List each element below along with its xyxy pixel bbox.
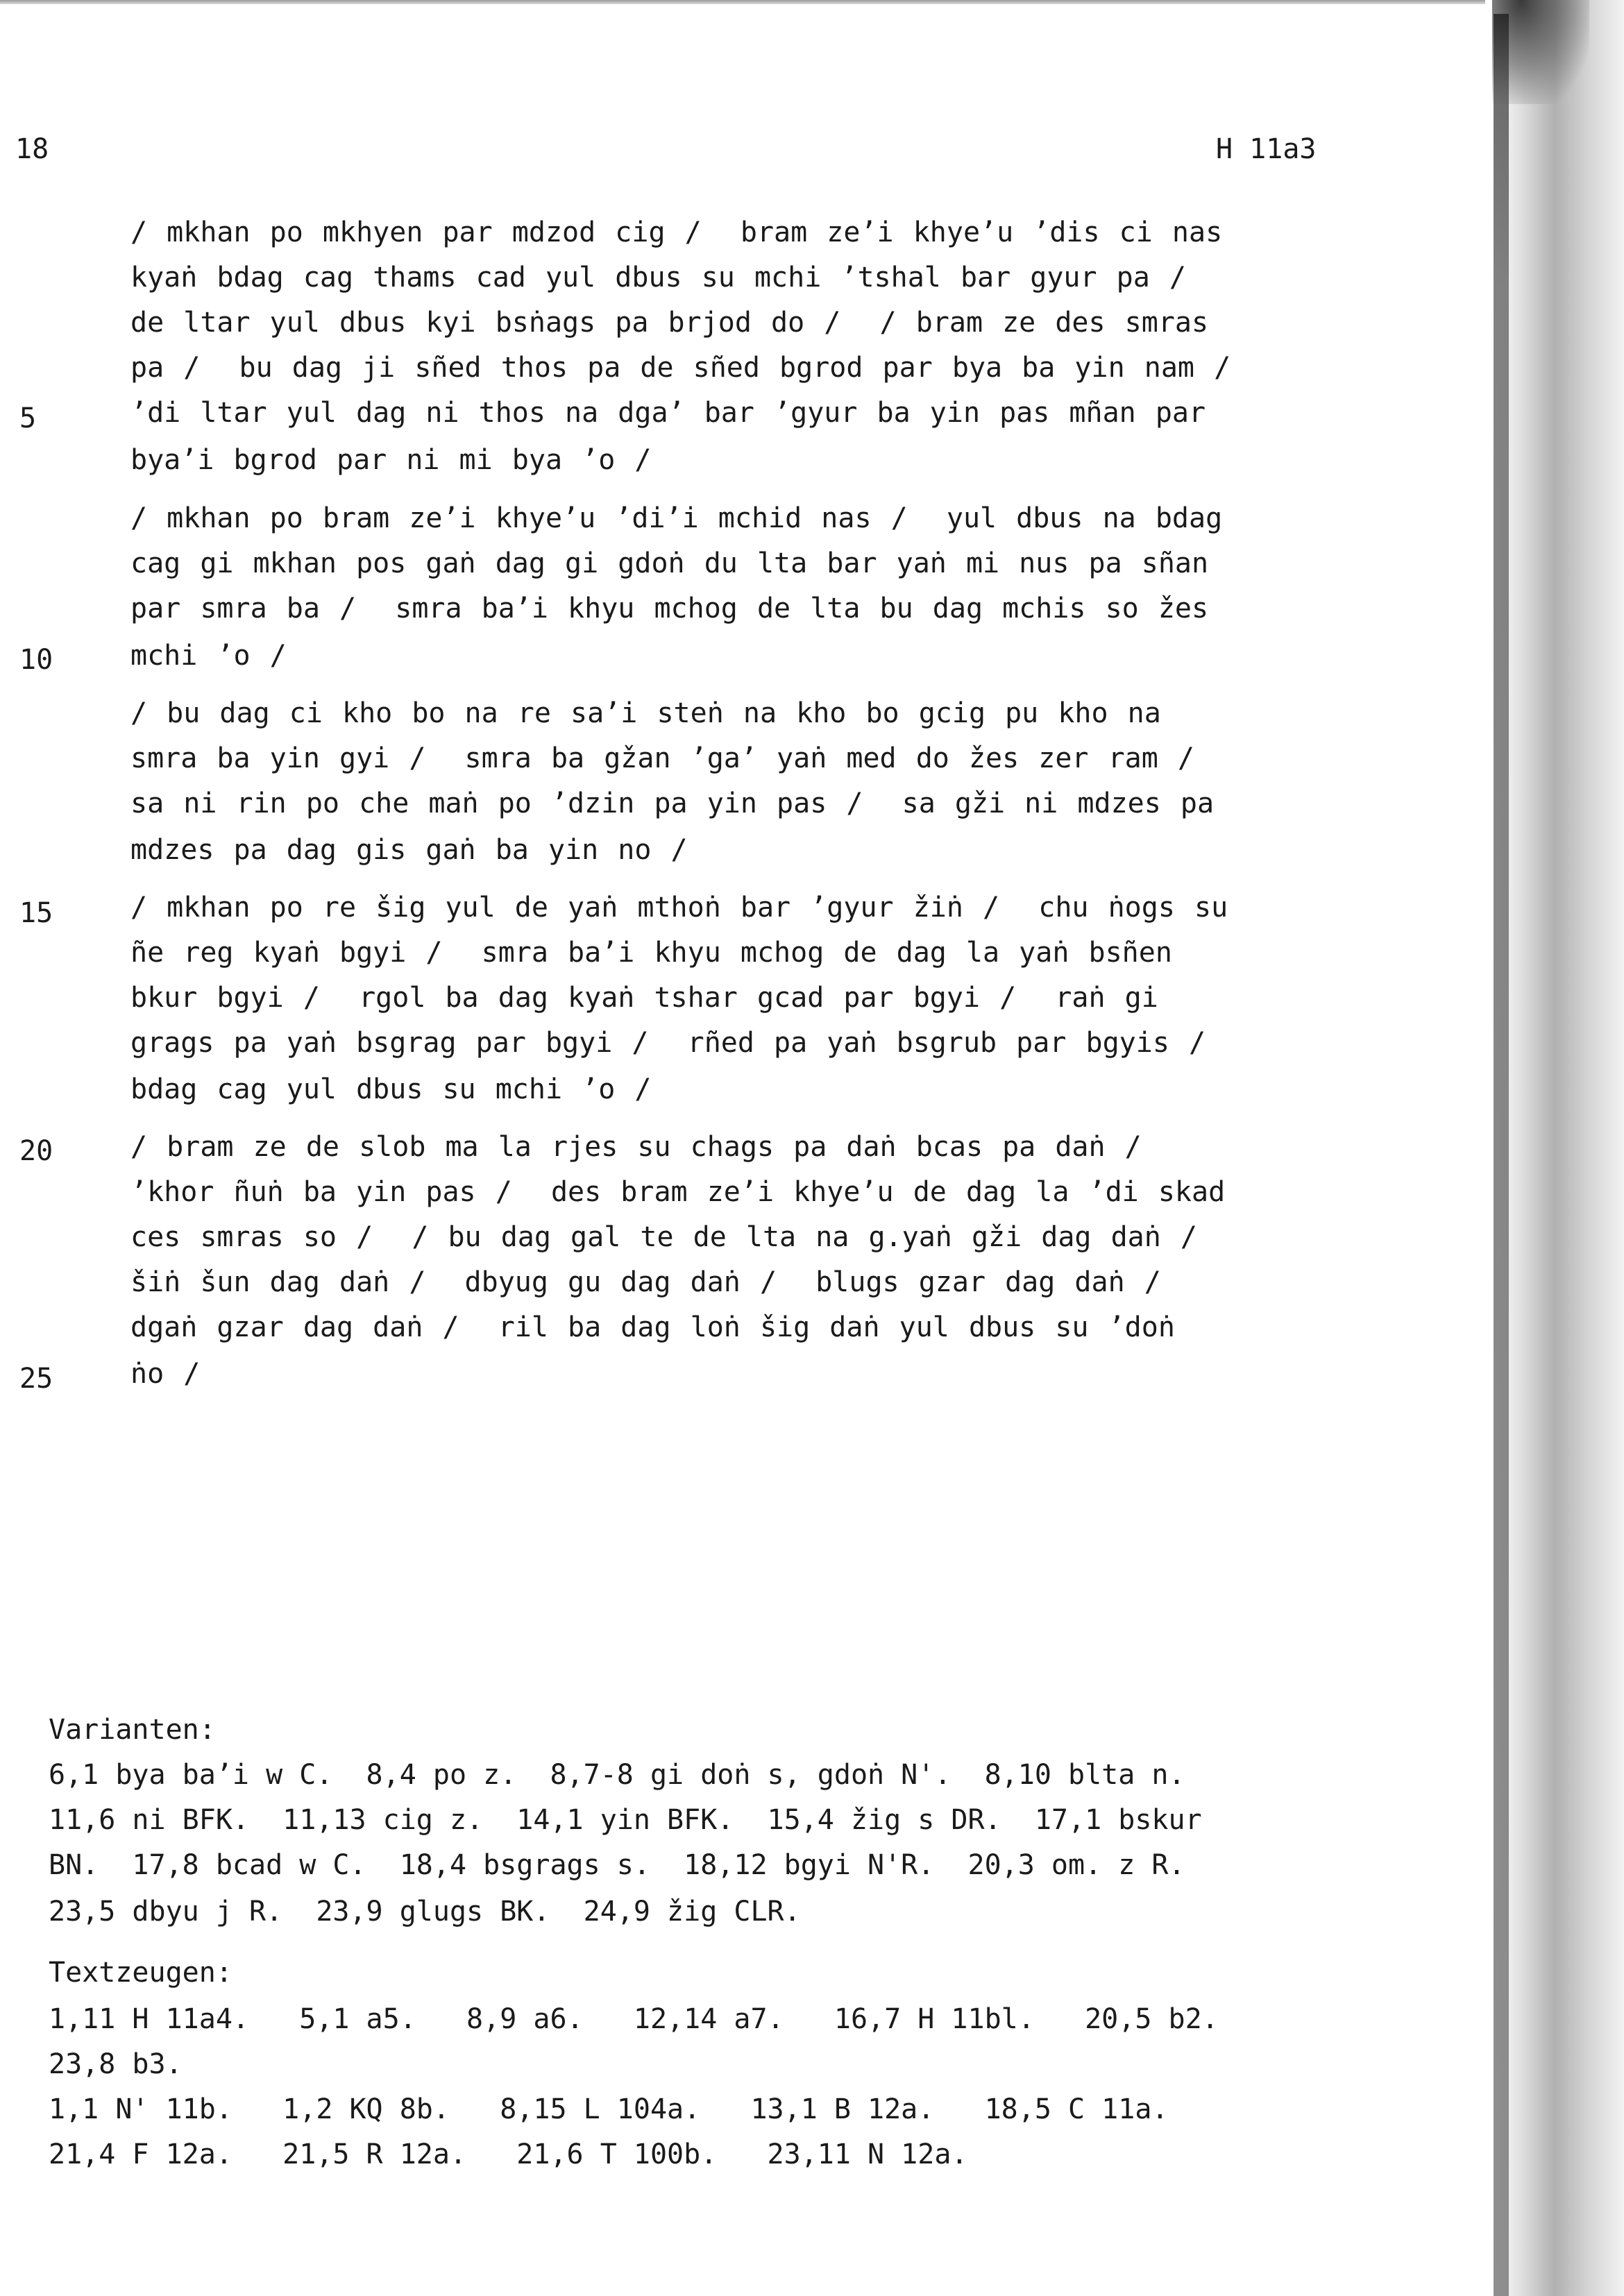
variant-line: 23,5 dbyu j R. 23,9 glugs BK. 24,9 žig CLR.	[49, 1896, 801, 1928]
text-line: ces smras so / / bu dag gal te de lta na g.yaṅ gži dag daṅ /	[130, 1221, 1198, 1253]
text-line: / bram ze de slob ma la rjes su chags pa daṅ bcas pa daṅ /	[130, 1131, 1142, 1163]
variant-line: 6,1 bya ba’i w C. 8,4 po z. 8,7-8 gi doṅ s, gdoṅ N'. 8,10 blta n.	[49, 1759, 1185, 1791]
witness-line: 1,1 N' 11b. 1,2 KQ 8b. 8,15 L 104a. 13,1 B 12a. 18,5 C 11a.	[49, 2093, 1169, 2125]
line-number: 25	[19, 1363, 53, 1395]
line-number: 10	[19, 644, 53, 676]
variant-line: 11,6 ni BFK. 11,13 cig z. 14,1 yin BFK. 15,4 žig s DR. 17,1 bskur	[49, 1804, 1202, 1836]
text-line: smra ba yin gyi / smra ba gžan ’ga’ yaṅ med do žes zer ram /	[130, 742, 1195, 774]
witnesses-heading: Textzeugen:	[49, 1957, 232, 1989]
line-number: 5	[19, 402, 37, 434]
text-line: bdag cag yul dbus su mchi ’o /	[130, 1073, 652, 1105]
text-line: / mkhan po re šig yul de yaṅ mthoṅ bar ’gyur žiṅ / chu ṅogs su	[130, 892, 1228, 924]
witness-line: 1,11 H 11a4. 5,1 a5. 8,9 a6. 12,14 a7. 16,7 H 11bl. 20,5 b2.	[49, 2003, 1219, 2035]
text-line: ñe reg kyaṅ bgyi / smra ba’i khyu mchog de dag la yaṅ bsñen	[130, 937, 1172, 969]
scan-top-border	[0, 0, 1485, 4]
page-number: 18	[15, 133, 49, 165]
text-line: kyaṅ bdag cag thams cad yul dbus su mchi ’tshal bar gyur pa /	[130, 262, 1187, 294]
variants-heading: Varianten:	[49, 1714, 216, 1746]
text-line: / mkhan po bram ze’i khye’u ’di’i mchid nas / yul dbus na bdag	[130, 502, 1223, 534]
witness-line: 23,8 b3.	[49, 2048, 183, 2080]
scan-right-edge	[1492, 0, 1624, 2296]
text-line: mchi ’o /	[130, 640, 287, 672]
text-line: mdzes pa dag gis gaṅ ba yin no /	[130, 834, 688, 866]
text-line: grags pa yaṅ bsgrag par bgyi / rñed pa yaṅ bsgrub par bgyis /	[130, 1027, 1206, 1059]
line-number: 15	[19, 897, 53, 929]
variant-line: BN. 17,8 bcad w C. 18,4 bsgrags s. 18,12 bgyi N'R. 20,3 om. z R.	[49, 1849, 1185, 1881]
text-line: bkur bgyi / rgol ba dag kyaṅ tshar gcad par bgyi / raṅ gi	[130, 982, 1158, 1014]
text-line: / bu dag ci kho bo na re sa’i steṅ na kho bo gcig pu kho na	[130, 697, 1161, 729]
text-line: ṅo /	[130, 1358, 201, 1390]
text-line: cag gi mkhan pos gaṅ dag gi gdoṅ du lta bar yaṅ mi nus pa sñan	[130, 547, 1209, 579]
witness-line: 21,4 F 12a. 21,5 R 12a. 21,6 T 100b. 23,11 N 12a.	[49, 2138, 968, 2170]
text-line: ’khor ñuṅ ba yin pas / des bram ze’i khye’u de dag la ’di skad	[130, 1176, 1226, 1208]
text-line: ’di ltar yul dag ni thos na dga’ bar ’gyur ba yin pas mñan par	[130, 397, 1206, 429]
text-line: par smra ba / smra ba’i khyu mchog de lta bu dag mchis so žes	[130, 593, 1209, 624]
text-line: bya’i bgrod par ni mi bya ’o /	[130, 444, 652, 476]
text-line: šiṅ šun dag daṅ / dbyug gu dag daṅ / blugs gzar dag daṅ /	[130, 1266, 1161, 1298]
text-line: de ltar yul dbus kyi bsṅags pa brjod do / / bram ze des smras	[130, 307, 1209, 339]
text-line: sa ni rin po che maṅ po ’dzin pa yin pas / sa gži ni mdzes pa	[130, 788, 1215, 819]
text-line: pa / bu dag ji sñed thos pa de sñed bgrod par bya ba yin nam /	[130, 352, 1231, 384]
scan-edge-shadow	[1494, 14, 1509, 2296]
folio-reference: H 11a3	[1216, 133, 1317, 165]
text-line: / mkhan po mkhyen par mdzod cig / bram ze’i khye’u ’dis ci nas	[130, 216, 1223, 248]
line-number: 20	[19, 1135, 53, 1167]
text-line: dgaṅ gzar dag daṅ / ril ba dag loṅ šig daṅ yul dbus su ’doṅ	[130, 1311, 1175, 1343]
